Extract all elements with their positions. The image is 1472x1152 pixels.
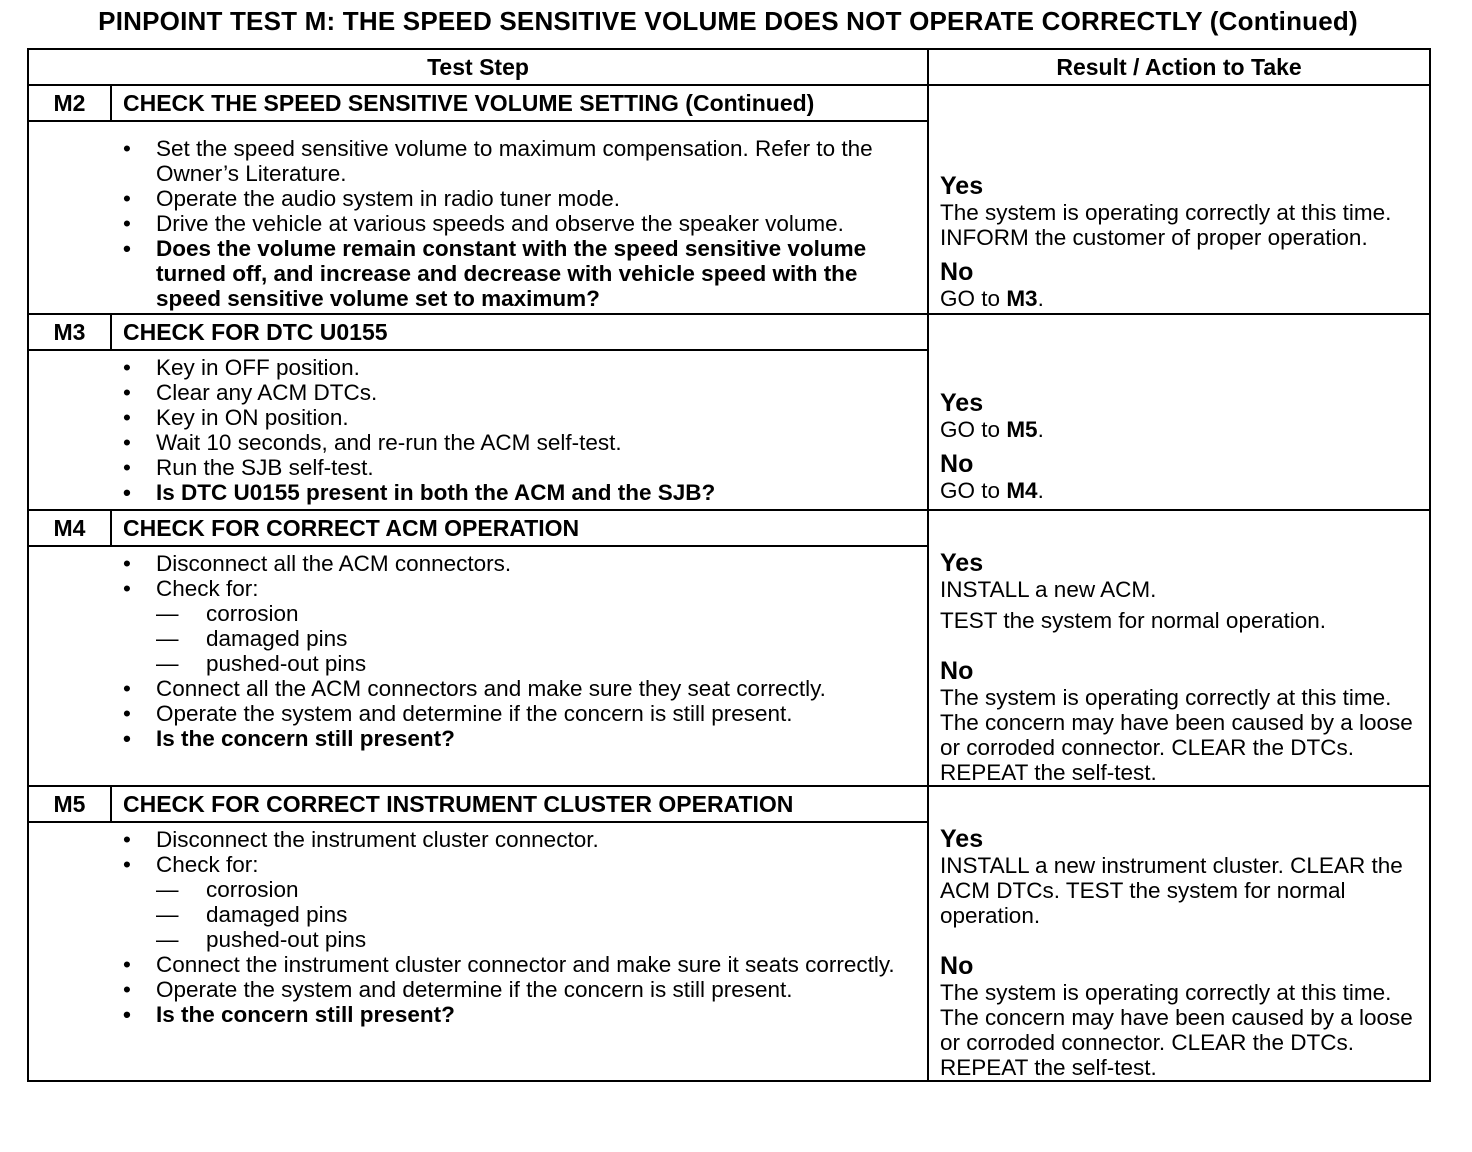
list-item: • Check for:	[123, 576, 259, 601]
sub-list-item: — pushed-out pins	[156, 927, 367, 952]
yes-label: Yes	[940, 389, 984, 417]
step-m3-result	[928, 314, 1430, 510]
list-item: • Connect the instrument cluster connector and make sure it seats correctly.	[123, 952, 895, 977]
header-test-step: Test Step	[28, 49, 928, 85]
step-m2-list	[111, 136, 927, 311]
yes-action: GO to M5.	[940, 417, 1044, 442]
yes-action-2: TEST the system for normal operation.	[940, 608, 1327, 633]
list-item: • Check for:	[123, 852, 259, 877]
page-title: PINPOINT TEST M: THE SPEED SENSITIVE VOLUME DOES NOT OPERATE CORRECTLY (Continued)	[98, 6, 1358, 36]
list-item-question: • Is the concern still present?	[123, 1002, 455, 1027]
yes-label: Yes	[940, 172, 984, 200]
no-action: The system is operating correctly at this time. The concern may have been caused by a loose or corroded connector. CLEAR the DTCs. REPEAT the self-test.	[940, 980, 1413, 1080]
step-body-spacer	[28, 350, 111, 510]
no-action: The system is operating correctly at this time. The concern may have been caused by a loose or corroded connector. CLEAR the DTCs. REPEAT the self-test.	[940, 685, 1413, 785]
list-item: • Disconnect the instrument cluster connector.	[123, 827, 599, 852]
step-m3-instructions	[111, 350, 928, 510]
step-m5-instructions	[111, 822, 928, 1081]
yes-action: INSTALL a new ACM.	[940, 577, 1157, 602]
sub-list-item: — damaged pins	[156, 902, 348, 927]
no-action: GO to M4.	[940, 478, 1044, 503]
step-id: M5	[28, 786, 111, 822]
no-action: GO to M3.	[940, 286, 1044, 311]
list-item: • Key in ON position.	[123, 405, 349, 430]
header-result-action: Result / Action to Take	[928, 49, 1430, 85]
yes-action: The system is operating correctly at this time. INFORM the customer of proper operation.	[940, 200, 1392, 250]
list-item: • Drive the vehicle at various speeds and observe the speaker volume.	[123, 211, 844, 236]
list-item: • Connect all the ACM connectors and make sure they seat correctly.	[123, 676, 826, 701]
step-m2-instructions	[111, 121, 928, 314]
step-m4-title-row	[28, 510, 1430, 546]
list-item: • Disconnect all the ACM connectors.	[123, 551, 512, 576]
step-m3-list	[111, 355, 927, 505]
step-title: CHECK THE SPEED SENSITIVE VOLUME SETTING (Continued)	[111, 85, 928, 121]
step-body-spacer	[28, 822, 111, 1081]
no-label: No	[940, 258, 974, 286]
yes-label: Yes	[940, 825, 984, 853]
list-item-question: • Is the concern still present?	[123, 726, 455, 751]
table-header-row	[28, 49, 1430, 85]
step-m4-instructions	[111, 546, 928, 786]
step-m2-result	[928, 85, 1430, 314]
step-id: M2	[28, 85, 111, 121]
sub-list-item: — damaged pins	[156, 626, 348, 651]
no-label: No	[940, 450, 974, 478]
list-item: • Operate the system and determine if the concern is still present.	[123, 701, 793, 726]
step-id: M3	[28, 314, 111, 350]
sub-list-item: — pushed-out pins	[156, 651, 367, 676]
list-item: • Wait 10 seconds, and re-run the ACM self-test.	[123, 430, 622, 455]
no-label: No	[940, 657, 974, 685]
step-m4-result	[928, 510, 1430, 786]
list-item: • Operate the audio system in radio tuner mode.	[123, 186, 621, 211]
no-label: No	[940, 952, 974, 980]
step-m3-title-row	[28, 314, 1430, 350]
yes-label: Yes	[940, 549, 984, 577]
step-body-spacer	[28, 546, 111, 786]
yes-action: INSTALL a new instrument cluster. CLEAR the ACM DTCs. TEST the system for normal operation.	[940, 853, 1403, 928]
pinpoint-test-table	[27, 48, 1431, 1082]
sub-list-item: — corrosion	[156, 601, 299, 626]
list-item: • Operate the system and determine if the concern is still present.	[123, 977, 793, 1002]
list-item: • Key in OFF position.	[123, 355, 360, 380]
list-item-question: • Is DTC U0155 present in both the ACM and the SJB?	[123, 480, 716, 505]
step-m4-list	[111, 551, 927, 751]
step-m5-title-row	[28, 786, 1430, 822]
step-body-spacer	[28, 121, 111, 314]
list-item: • Set the speed sensitive volume to maximum compensation. Refer to the Owner’s Literature.	[123, 136, 873, 186]
list-item: • Clear any ACM DTCs.	[123, 380, 378, 405]
sub-list-item: — corrosion	[156, 877, 299, 902]
step-title: CHECK FOR CORRECT ACM OPERATION	[111, 510, 928, 546]
list-item-question: • Does the volume remain constant with the speed sensitive volume turned off, and increase and decrease with vehicle speed with the speed sensitive volume set to maximum?	[123, 236, 867, 311]
step-m2-title-row	[28, 85, 1430, 121]
step-m5-result	[928, 786, 1430, 1081]
step-id: M4	[28, 510, 111, 546]
step-title: CHECK FOR CORRECT INSTRUMENT CLUSTER OPERATION	[111, 786, 928, 822]
step-m5-list	[111, 827, 927, 1027]
list-item: • Run the SJB self-test.	[123, 455, 374, 480]
step-title: CHECK FOR DTC U0155	[111, 314, 928, 350]
